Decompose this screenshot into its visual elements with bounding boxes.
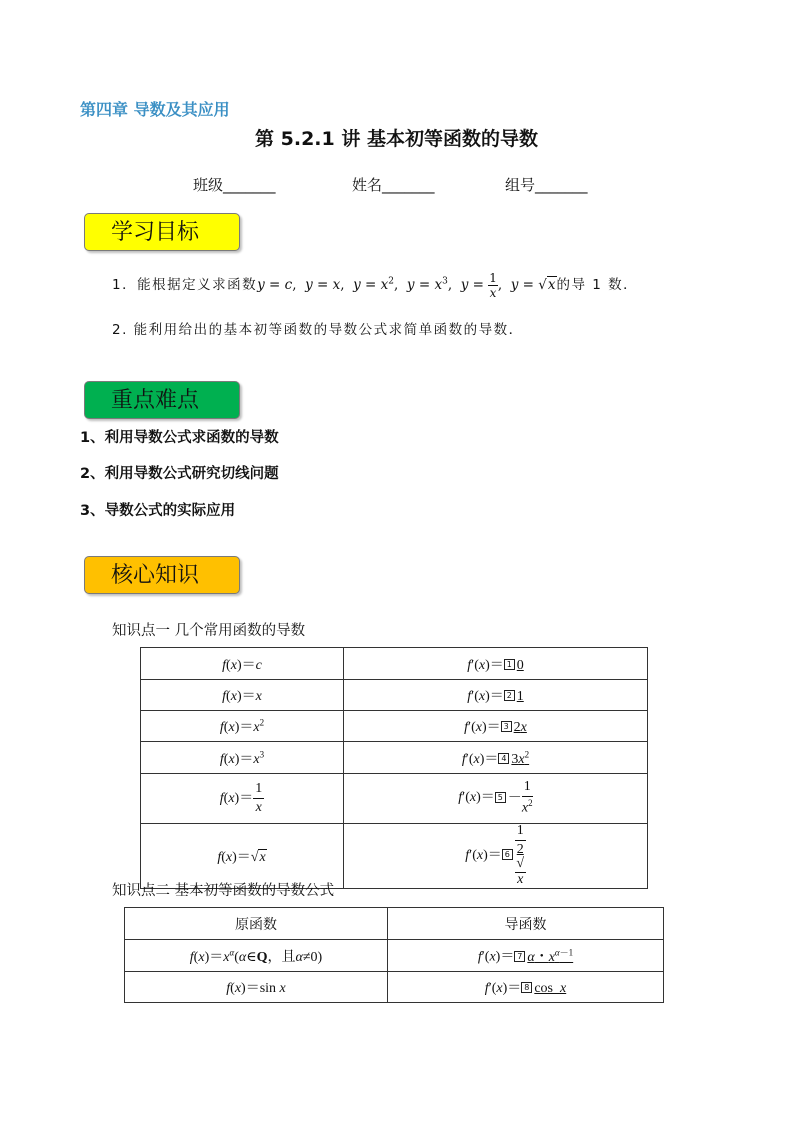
- answer-2: 1: [516, 689, 524, 704]
- function-cell: f(x)＝√x: [141, 824, 344, 889]
- knowledge-point-2-title: 知识点二 基本初等函数的导数公式: [112, 883, 335, 899]
- derivative-cell: f′(x)＝ 2 1: [344, 680, 648, 711]
- answer-box-8: 8: [521, 982, 532, 993]
- goal-1-suffix: 的导 1 数．: [556, 277, 639, 293]
- answer-1: 0: [516, 657, 524, 673]
- derivative-cell: f′(x)＝ 4 $3x^2$: [344, 742, 648, 774]
- derivative-cell: f′(x)＝ 7 α・$x^{\alpha-1}$: [388, 940, 664, 972]
- answer-3: 2x: [513, 720, 527, 735]
- knowledge-point-1-title: 知识点一 几个常用函数的导数: [112, 623, 306, 639]
- page-title: 第 5.2.1 讲 基本初等函数的导数: [255, 128, 538, 150]
- name-field-label: 姓名_______: [352, 176, 435, 194]
- derivative-cell: f′(x)＝ 6 1 2 √ x: [344, 824, 648, 889]
- derivative-cell: f′(x)＝ 8 cos x: [388, 972, 664, 1003]
- answer-box-6: 6: [502, 849, 513, 860]
- answer-box-4: 4: [498, 753, 509, 764]
- answer-box-7: 7: [514, 951, 525, 962]
- function-cell: f(x)＝c: [141, 648, 344, 680]
- answer-4: $3x^2$: [511, 748, 530, 767]
- answer-5: － $\frac{1}{x^2}$: [507, 779, 533, 816]
- goal-2: 2. 能利用给出的基本初等函数的导数公式求简单函数的导数．: [112, 322, 524, 338]
- function-cell: $f(x)=x^\alpha(\alpha\in Q$，且α≠0): [125, 940, 388, 972]
- chapter-heading: 第四章 导数及其应用: [80, 100, 230, 119]
- table-row: [141, 742, 648, 774]
- function-cell: f(x)＝sin x: [125, 972, 388, 1003]
- answer-6: 1 2 √ x: [516, 823, 525, 888]
- table-row: [125, 972, 664, 1003]
- table-header-row: [125, 908, 664, 940]
- derivative-cell: f′(x)＝ 3 2x: [344, 711, 648, 742]
- goal-1-formulas: y = c, y = x, $y = x^2$, $y = x^3$, y = $\frac{1}{x}$ , y = √x: [257, 271, 556, 300]
- function-cell: $f(x)=x^3$: [141, 742, 344, 774]
- key-badge: 重点难点: [84, 381, 240, 419]
- answer-box-1: 1: [504, 659, 515, 670]
- table-row: [141, 648, 648, 680]
- goals-badge: 学习目标: [84, 213, 240, 251]
- answer-box-2: 2: [504, 690, 515, 701]
- header-original-function: 原函数: [125, 908, 388, 940]
- class-field-label: 班级_______: [193, 176, 276, 194]
- answer-7: α・$x^{\alpha-1}$: [527, 947, 574, 965]
- table-row: [141, 711, 648, 742]
- answer-box-3: 3: [501, 721, 512, 732]
- table-row: [141, 774, 648, 824]
- key-point-2: 2、利用导数公式研究切线问题: [80, 466, 279, 482]
- derivative-formulas-table: [124, 907, 664, 1003]
- answer-box-5: 5: [495, 792, 506, 803]
- key-point-1: 1、利用导数公式求函数的导数: [80, 430, 279, 446]
- table-row: [125, 940, 664, 972]
- derivative-cell: f′(x)＝ 1 0: [344, 648, 648, 680]
- goal-1: [112, 272, 638, 299]
- function-cell: $f(x)=x^2$: [141, 711, 344, 742]
- header-derivative-function: 导函数: [388, 908, 664, 940]
- common-derivatives-table: [140, 647, 648, 889]
- answer-8: cos x: [534, 981, 567, 996]
- goal-1-prefix: 1．能根据定义求函数: [112, 277, 258, 293]
- table-row: [141, 680, 648, 711]
- function-cell: f(x)＝x: [141, 680, 344, 711]
- core-badge: 核心知识: [84, 556, 240, 594]
- function-cell: f(x)＝ $\frac{1}{x}$: [141, 774, 344, 824]
- derivative-cell: f′(x)＝ 5 － $\frac{1}{x^2}$: [344, 774, 648, 824]
- key-point-3: 3、导数公式的实际应用: [80, 503, 236, 519]
- group-field-label: 组号_______: [505, 176, 588, 194]
